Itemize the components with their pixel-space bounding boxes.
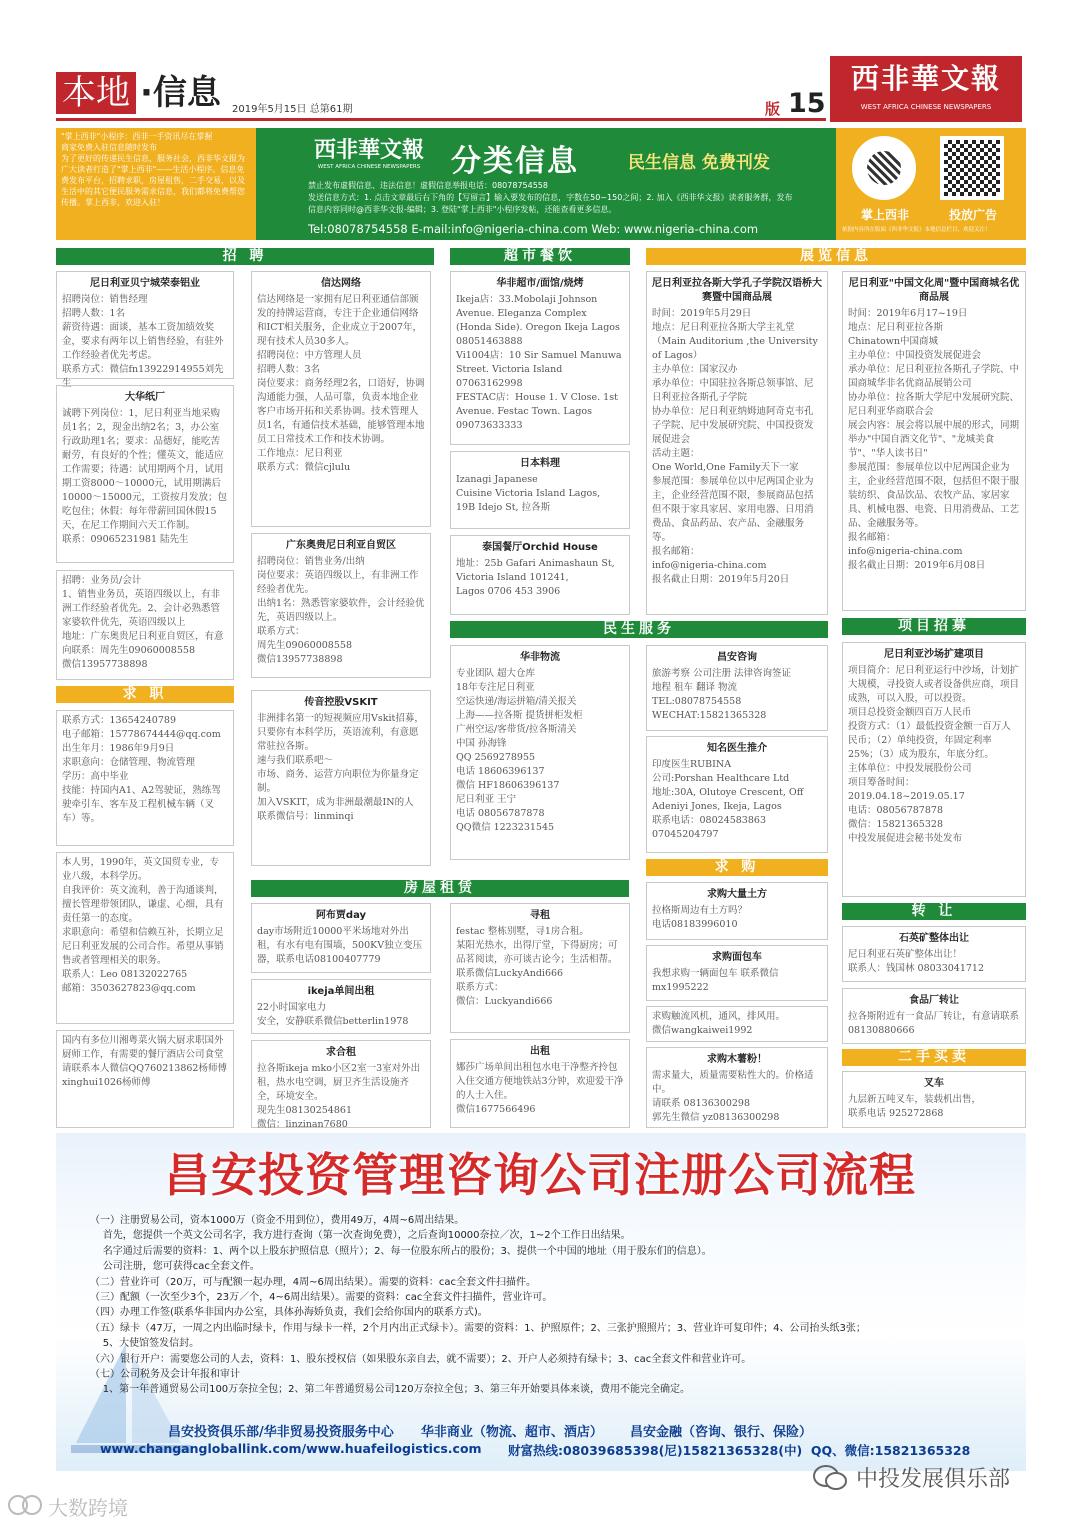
ad-body: 诚聘下列岗位：1，尼日利亚当地采购员1名；2，现金出纳2名；3，办公室行政助理1名；要求：品德好，能吃苦耐劳，有良好的个性；懂英文，能适应工作需要；待遇：试用期两个月，试用期工资8000～10000元，试用期满后10000～15000元，工资按月发放；包吃包住；休假：每年带薪回国休假15天，在尼工作期间六天工作制。 联系：09065231981 陆先生: [62, 408, 227, 545]
ad-title: 传音控股VSKIT: [304, 697, 378, 708]
qr2-label: 投放广告: [948, 208, 997, 222]
ad-accountant: [56, 570, 234, 680]
section-bar-fangwu: 房屋租赁: [251, 880, 629, 897]
section-bar-ershou: 二手买卖: [842, 1049, 1026, 1066]
section-bar-chaoshi: 超市餐饮: [450, 248, 630, 265]
buy-cassava: [646, 1047, 828, 1128]
section-bar-zhaopin: 招 聘: [56, 248, 434, 265]
ad-footer-org: 昌安投资俱乐部/华非贸易投资服务中心 华非商业（物流、超市、酒店） 昌安金融（咨询、银行、保险）: [168, 1425, 813, 1440]
ad-vskit: [251, 690, 431, 866]
ad-body: 拉各斯ikeja mko小区2室一3室对外出租，热水电空调，厨卫齐生活设施齐全，环境安全。 现先生08130254861 微信：linzinan7680: [257, 1063, 421, 1130]
ad-title: 日本料理: [520, 458, 560, 469]
ad-step-line: 1、第一年普通贸易公司100万奈拉全包；2、第二年普通贸易公司120万奈拉全包；3、第三年开始要具体来谈，费用不能完全确定。: [90, 1384, 690, 1396]
section-bar-zhanlan: 展览信息: [646, 248, 1026, 265]
watermark-left: 大数跨境: [48, 1496, 128, 1520]
ad-body: festac 整栋别墅，寻1房合租。 某阳光热水，出得厅堂，下得厨房；可品茗阅读，亦可谈古论今；生活相帮。 联系微信LuckyAndi666 联系方式： 微信：Luckyandi666: [456, 926, 618, 1007]
job-seeker-1: [56, 710, 234, 846]
ad-title: 尼日利亚贝宁城荣泰铝业: [90, 278, 200, 289]
rent-share: [251, 1040, 431, 1128]
qr1-label: 掌上西非: [860, 208, 909, 222]
banner-title: 分类信息: [451, 144, 579, 179]
page-number: 15: [788, 88, 826, 119]
page-header: [0, 0, 1080, 125]
ad-title: 食品厂转让: [909, 995, 959, 1006]
ad-body: 本人男，1990年，英文国贸专业，专业八级，本科学历。 自我评价：英文流利，善于沟通谈判，擅长管理带领团队，谦虚、心细，具有责任第一的态度。 求职意向：希望和信赖互补，长期立足尼日利亚发展的公司合作。希望从事销售或者管理相关的职务。 联系人：Leo 08132022765 邮箱：3503627823@qq.com: [62, 857, 224, 994]
ad-step-line: 5、大使馆签发信封。: [90, 1338, 200, 1350]
rent-ikeja: [251, 979, 431, 1034]
changan-ad: [56, 1133, 1026, 1471]
ad-title: 石英矿整体出让: [899, 933, 969, 944]
ad-title: 大华纸厂: [125, 392, 165, 403]
buy-van: [646, 945, 828, 1001]
section-bar-xiangmu: 项目招募: [842, 618, 1026, 635]
banner-center: [256, 128, 836, 240]
issue-date: 2019年5月15日 总第61期: [232, 104, 353, 115]
ad-logistics: [450, 645, 630, 860]
ad-body: day市场附近10000平米场地对外出租，有水有电有围墙，500KV独立变压器，联系电话08100407779: [257, 926, 423, 965]
miniapp-promo: "掌上西非"小程序：西非一手资讯尽在掌握 商家免费入驻信息随时发布 为了更好的传递民生信息，服务社会，西非华文报为广大读者打造了"掌上西非"——生活小程序。信息免费发布平台，招聘求职，房屋租售，二手交易，以及生活中的其它便民服务需求信息，我们都将免费帮您传播。掌上西非，欢迎入驻！: [56, 128, 256, 240]
section-bar-minsheng: 民生服务: [450, 621, 828, 638]
ad-title: 昌安投资管理咨询公司注册公司流程: [164, 1148, 916, 1202]
ad-body: 地址：25b Gafari Animashaun St, Victoria Island 101241, Lagos 0706 453 3906: [456, 558, 615, 597]
ad-body: 国内有多位川湘粤菜火锅大厨求职国外厨师工作，有需要的餐厅酒店公司食堂请联系本人微信QQ760213862杨师傅 xinghui1026杨师傅: [62, 1035, 227, 1088]
rent-out: [450, 1039, 630, 1128]
ad-body: 娜莎广场单间出租包水电干净整齐拎包入住交通方便地铁站3分钟，欢迎爱干净的人士入住。 微信1677566496: [456, 1062, 624, 1115]
ad-body: 联系方式：13654240789 电子邮箱：15778674444@qq.com 出生年月：1986年9月9日 求职意向：仓储管理、物流管理 学历：高中毕业 技能：持国内A1、A2驾驶证，熟练驾驶牵引车、客车及工程机械车辆（叉车）等。: [62, 715, 221, 824]
job-seeker-3: [56, 1030, 234, 1128]
ad-rongtai: [56, 271, 234, 389]
banner-contact: Tel:08078754558 E-mail:info@nigeria-china.com Web: www.nigeria-china.com: [308, 222, 759, 236]
ad-title: 寻租: [530, 910, 550, 921]
ad-body: 招聘岗位：销售业务/出纳 岗位要求：英语四级以上，有非洲工作经验者优先。 出纳1名：熟悉管家婆软件，会计经验优先，英语四级以上。 联系方式： 周先生09060008558 微信13957738898: [257, 556, 425, 665]
banner-notice: 禁止发布虚假信息、违法信息！虚假信息举报电话：08078754558 发送信息方式：1. 点击文章最后右下角的【写留言】输入要发布的信息，字数在50~150之间；2. 加入《西非华文报》读者服务群，发布信息内容同时@西非华文报-编辑；3. 登陆"掌上西非"小程序发帖，还能查看更多信息。: [308, 181, 793, 214]
qr-code-ad: [940, 136, 1004, 200]
ad-body: 旅游考察 公司注册 法律咨询签证 地程 租车 翻译 物流 TEL:08078754558 WECHAT:15821365328: [652, 668, 792, 721]
qr-panel: [836, 128, 1026, 240]
ad-huafei-supermarket: [450, 271, 630, 445]
ad-step-line: 公司注册，您可获得cac全套文件。: [90, 1261, 260, 1273]
ad-title: 尼日利亚拉各斯大学孔子学院汉语桥大赛暨中国商品展: [652, 278, 822, 303]
ad-body: 求购触流风机，通风，排风用。 微信wangkaiwei1992: [652, 1011, 786, 1036]
ad-footer-hotline: 财富热线:08039685398(尼)15821365328(中) QQ、微信:15821365328: [508, 1443, 971, 1458]
ad-body: 22小时国家电力 安全，安静联系微信betterlin1978: [257, 1002, 409, 1027]
section-bar-zhuanrang: 转 让: [842, 903, 1026, 920]
ad-step-line: （一）注册贸易公司，资本1000万（资金不用到位），费用49万，4周~6周出结果。: [90, 1215, 465, 1226]
ban-label: 版: [765, 100, 781, 118]
ad-body: 专业团队 超大仓库 18年专注尼日利亚 空运快递/海运拼箱/清关报关 上海——拉各斯 提货拼柜发柜 广州空运/客带货/拉各斯清关 中国 孙海锋 QQ 2569278955 电话 18606396137 微信 HF18606396137 尼日利亚 王宁 电话 08056787878 QQ微信 1223231545: [456, 668, 583, 833]
ad-step-line: 名字通过后需要的资料：1、两个以上股东护照信息（照片）；2、每一位股东所占的股份；3、提供一个中国的地址（用于股东们的信息）。: [90, 1245, 712, 1257]
section-bar-qiugou: 求 购: [646, 859, 828, 876]
ad-step-line: 首先，您提供一个英文公司名字，我方进行查询（第一次查询免费），之后查询10000奈拉／次，1~2个工作日出结果。: [90, 1230, 631, 1242]
ad-title: 广东奥贵尼日利亚自贸区: [286, 540, 396, 551]
banner-logo: 西非華文報 WEST AFRICA CHINESE NEWSPAPERS: [313, 137, 424, 170]
ad-title: 华非物流: [520, 652, 560, 663]
banner-subtitle: 民生信息 免费刊发: [628, 153, 770, 173]
project-sand: [842, 642, 1026, 897]
transfer-quartz: [842, 926, 1026, 982]
ad-body: 九层新五吨叉车，装载机出售， 联系电话 925272868: [848, 1094, 982, 1119]
ad-title: 泰国餐厅Orchid House: [482, 542, 598, 553]
ad-title: 昌安咨询: [717, 652, 757, 663]
ad-title: 华非超市/面馆/烧烤: [496, 278, 584, 289]
ad-steps: [90, 1213, 1010, 1398]
section-bar-qiuzhi: 求 职: [56, 686, 234, 703]
expo-lagos-uni: [646, 271, 828, 615]
ad-body: 时间：2019年5月29日 地点：尼日利亚拉各斯大学主礼堂（Main Auditorium ,the University of Lagos） 主办单位：国家汉办 承办单位：中国驻拉各斯总领事馆、尼日利亚拉各斯孔子学院 协办单位：尼日利亚纳姆迪阿奇克韦孔子学院、尼中发展研究院、中国投资发展促进会 活动主题： One World,One Family天下一家 参展范围：参展单位以中尼两国企业为主，企业经营范围不限，参展商品包括但不限于家具家居、家用电器、日用消费品、食品药品、农产品、金融服务等。 报名邮箱： info@nigeria-china.com 报名截止日期：2019年5月20日: [652, 308, 818, 585]
ad-body: 需求量大，质量需要粘性大的。价格适中。 请联系 08136300298 郭先生微信 yz08136300298: [652, 1070, 814, 1123]
ad-body: 项目简介：尼日利亚运行中沙场，计划扩大规模，寻投资人或者设备供应商，项目成熟，可以入股，可以投资。 项目总投资金额四百万人民币 投资方式：（1）最低投资金额一百万人民币；（2）单纯投资，年固定利率25%；（3）成为股东，年底分红。 主体单位：中投发展股份公司 项目筹备时间： 2019.04.18~2019.05.17 电话：08056787878 微信：15821365328 中投发展促进会秘书处发布: [848, 665, 1020, 844]
ad-body: 尼日利亚石英矿整体出让！ 联系人：钱国林 08033041712: [848, 949, 985, 974]
ad-title: 求购面包车: [712, 952, 762, 963]
ad-title: 叉车: [924, 1078, 944, 1089]
ad-step-line: （七）公司税务及会计年报和审计: [90, 1369, 240, 1381]
newspaper-logo: 西非華文報 WEST AFRICA CHINESE NEWSPAPERS: [830, 56, 1022, 122]
ad-body: 拉各斯附近有一食品厂转让，有意请联系 08130880666: [848, 1011, 1020, 1036]
section-badge: 本地: [56, 72, 136, 114]
buy-soil: [646, 882, 828, 940]
ad-title: 出租: [530, 1046, 550, 1057]
watermark-right: 中投发展俱乐部: [856, 1467, 1011, 1492]
transfer-food-factory: [842, 988, 1026, 1044]
ad-body: Izanagi Japanese Cuisine Victoria Island Lagos, 19B Idejo St, 拉各斯: [456, 474, 601, 513]
ad-body: 我想求购一辆面包车 联系微信mx1995222: [652, 968, 779, 993]
wechat-icon: [812, 1464, 848, 1492]
ad-title: 知名医生推介: [707, 743, 767, 754]
ad-title: 求购大量土方: [707, 889, 767, 900]
ad-step-line: （三）配额（一次至少3个，23万／个，4~6周出结果）。需要的资料：cac全套文件扫描件，营业许可。: [90, 1292, 553, 1304]
ad-xinda: [251, 271, 431, 527]
ad-doctor: [646, 736, 828, 853]
ad-title: 求合租: [326, 1047, 356, 1058]
ad-dahua: [56, 385, 234, 563]
expo-culture-week: [842, 271, 1026, 611]
qr-code-miniapp: [852, 136, 916, 200]
ad-title: 尼日利亚"中国文化周"暨中国商城名优商品展: [848, 278, 1020, 303]
ad-changan: [646, 645, 828, 731]
qr-note: 依据内容所在版面《西非华文报》本地信息栏目，欢迎关注！: [842, 227, 991, 233]
section-title: ·信息: [140, 73, 221, 113]
ad-step-line: （四）办理工作签(联系华非国内办公室，具体孙海娇负责，我们会给你国内的联系方式)。: [90, 1307, 488, 1319]
watermark-left-icon: [6, 1492, 46, 1518]
ad-aogui: [251, 533, 431, 678]
ad-body: 信达网络是一家拥有尼日利亚通信部颁发的持牌运营商，专注于企业通信网络和ICT相关服务，企业成立于2007年，现有技术人员30多人。 招聘岗位：中方管理人员 招聘人数：3名 岗位要求：商务经理2名，口语好，协调沟通能力强，人品可靠，负责本地企业客户市场开拓和关系协调。技术管理人员1名，有通信技术基础，能够管理本地员工日常技术工作和技术协调。 工作地点：尼日利亚 联系方式：微信cjlulu: [257, 294, 425, 473]
rent-seek: [450, 903, 630, 1033]
job-seeker-2: [56, 852, 234, 1024]
ad-body: 时间：2019年6月17~19日 地点：尼日利亚拉各斯 Chinatown中国商城 主办单位：中国投资发展促进会 承办单位：尼日利亚拉各斯孔子学院、中国商城华非名优商品展销公司 协办单位：拉各斯大学尼中发展研究院、尼日利亚华商联合会 展会内容：展会将以展中展的形式，同期举办"中国自酒文化节"、"龙城美食节"、"华人读书日" 参展范围：参展单位以中尼两国企业为主，企业经营范围不限，包括但不限于服装纺织、食品饮品、农牧产品、家居家具、机械电器、电瓷、日用消费品、工艺品、金融服务等。 报名邮箱： info@nigeria-china.com 报名截止日期：2019年6月08日: [848, 308, 1020, 571]
ad-title: 阿布贾day: [315, 910, 367, 921]
ad-title: 信达网络: [321, 278, 361, 289]
ad-body: 印度医生RUBINA 公司:Porshan Healthcare Ltd 地址:30A, Olutoye Crescent, Off Adeniyi Jones, Ikeja, Lagos 联系电话：08024583863 07045204797: [652, 759, 804, 840]
ad-body: 非洲排名第一的短视频应用Vskit招募，只要你有本科学历，英语流利，有意愿常驻拉各斯。 速与我们联系吧～ 市场、商务、运营方向职位为你量身定制。 加入VSKIT，成为非洲最潮最IN的人 联系微信号：linminqi: [257, 713, 424, 822]
header-rule: [56, 118, 826, 121]
sell-forklift: [842, 1071, 1026, 1128]
ad-japanese: [450, 451, 630, 529]
ad-body: 招聘：业务员/会计 1、销售业务员，英语四级以上，有非洲工作经验者优先。2、会计必熟悉管家婆软件优先，英语四级以上 地址：广东奥贵尼日利亚自贸区，有意向联系：周先生09060008558 微信13957738898: [62, 575, 224, 670]
ad-step-line: （二）营业许可（20万，可与配额一起办理，4周~6周出结果）。需要的资料：cac全套文件扫描件。: [90, 1276, 536, 1288]
ad-title: ikeja单间出租: [307, 986, 375, 997]
ad-step-line: （五）绿卡（47万，一周之内出临时绿卡，作用与绿卡一样，2个月内出正式绿卡）。需要的资料：1、护照原件；2、三张护照照片；3、营业许可复印件；4、公司抬头纸3张；: [90, 1322, 866, 1334]
ad-thai: [450, 535, 630, 615]
rent-abuja: [251, 903, 431, 973]
ad-step-line: （六）银行开户：需要您公司的人去，资料：1、股东授权信（如果股东亲自去，就不需要）；2、开户人必须持有绿卡；3、cac全套文件和营业许可。: [90, 1353, 752, 1365]
ad-title: 尼日利亚沙场扩建项目: [884, 649, 984, 660]
classified-banner: [56, 128, 1026, 240]
ad-body: 拉格斯周边有土方吗？ 电话08183996010: [652, 905, 748, 930]
ad-body: 招聘岗位：销售经理 招聘人数：1名 薪资待遇：面谈，基本工资加绩效奖金，要求有两年以上销售经验，有驻外工作经验者优先考虑。 联系方式：微信fn13922914955刘先生: [62, 294, 224, 389]
ad-title: 求购木薯粉！: [707, 1054, 767, 1065]
buy-fan: [646, 1006, 828, 1042]
ad-footer-web: www.changangloballink.com/www.huafeilogistics.com: [100, 1441, 482, 1456]
ad-body: Ikeja店：33.Mobolaji Johnson Avenue. Eleganza Complex (Honda Side). Oregon Ikeja Lagos 08051463888 Vi1004店：10 Sir Samuel Manuwa Street. Victoria Island 07063162998 FESTAC店：House 1. V Close. 1st Avenue. Festac Town. Lagos 09073633333: [456, 294, 622, 431]
